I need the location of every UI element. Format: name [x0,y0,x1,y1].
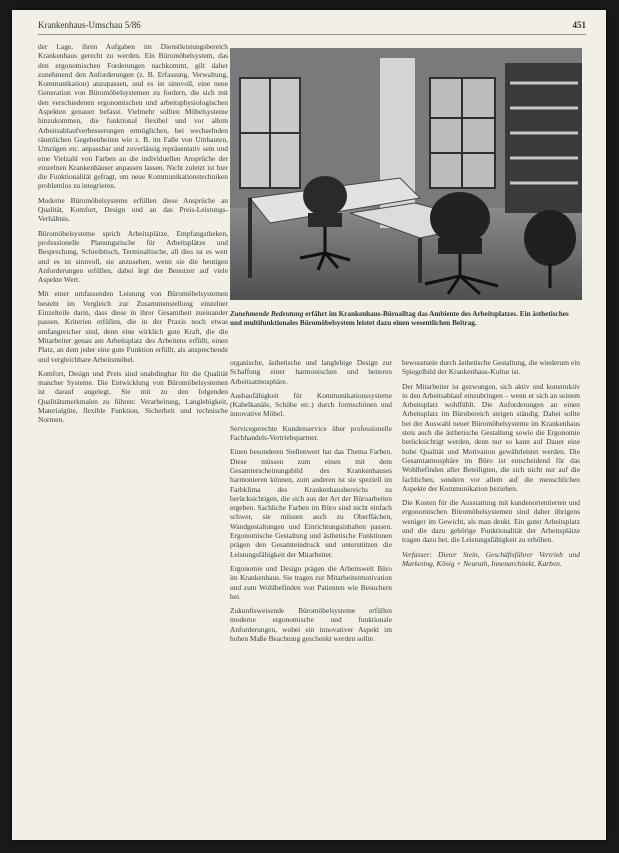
office-photo [230,48,582,300]
col3-paragraph-2: Der Mitarbeiter ist gezwungen, sich aktiv und konstruktiv in den Arbeitsablauf einzubringen – wenn er sich an seinem Arbeitsplatz wohlfühlt. Die Anforderungen an einen Arbeitsplatz im Bürobereich steigen ständig. Dabei sollte bei der Auswahl neuer Büromöbelsysteme im Krankenhaus stets auch die ästhetische Gestaltung sowie die Ergonomie berücksichtigt werden, denn nur so kann auf Dauer eine hohe Qualität und Motivation gewährleistet werden. Die Gesamtatmosphäre im Büro ist entscheidend für das Wohlbefinden aller Beteiligten, die sich nicht nur auf die fachlichen, sondern vor allem auf die menschlichen Aspekte der Kommunikation beziehen. [402,381,580,493]
col1-paragraph-2: Moderne Büromöbelsysteme erfüllen diese Ansprüche an Qualität, Komfort, Design und an das Preis-Leistungs-Verhältnis. [38,195,228,224]
running-head: Krankenhaus-Umschau 5/86 [38,20,141,30]
col2-paragraph-1: organische, ästhetische und langlebige Design zur Schaffung einer harmonischen und heiteren Arbeitsatmosphäre. [230,358,392,386]
photo-caption [230,310,582,328]
col3-paragraph-1: bewusstsein durch ästhetische Gestaltung, die wiederum ein Spiegelbild der Krankenhaus-Kultur ist. [402,358,580,377]
col2-paragraph-5: Ergonomie und Design prägen die Arbeitswelt Büro im Krankenhaus. Sie tragen zur Mitarbeitermotivation und zum Wohlbefinden von Patienten wie Besuchern bei. [230,563,392,601]
office-photo-illustration [230,48,582,300]
column-2 [230,358,392,828]
header-rule [38,34,586,35]
caption-text: erfährt im Krankenhaus-Büroalltag das Ambiente des Arbeitsplatzes. Ein ästhetisches und multifunktionales Büromöbelsystem leistet dazu einen wesentlichen Beitrag. [230,310,569,327]
col2-paragraph-2: Ausbaufähigkeit für Kommunikationssysteme (Kabelkanäle, Schübe etc.) durch formschönen und innovative Möbel. [230,390,392,419]
column-1 [38,42,228,822]
col2-paragraph-3: Servicegerechte Kundenservice über professionelle Fachhandels-Vertriebspartner. [230,423,392,443]
col1-paragraph-5: Komfort, Design und Preis sind unabdingbar für die Qualität mancher Systeme. Die Entwicklung von Büromöbelsystemen ist darauf angelegt, Sie mit zu den folgenden Qualitätsmerkmalen zu führen: Verarbeitung, Langlebigkeit, Materialgüte, flexible Funktion, Sicherheit und technische Normen. [38,368,228,425]
col2-paragraph-6: Zukunftsweisende Büromöbelsysteme erfüllen moderne ergonomische und funktionale Anforderungen, wobei ein innovativer Aspekt im hohen Maße Beachtung geschenkt werden sollte. [230,606,392,644]
col2-paragraph-4: Einen besonderen Stellenwert hat das Thema Farben. Diese müssen zum einen mit dem Gesamterscheinungsbild des Krankenhauses harmonieren können, zum anderen ist sie speziell im Farbklima des Krankenhausbereichs zu berücksichtigen, die sich aus der Art der Büroarbeiten ergeben. Sachliche Farben im Büro sind nicht einfach schwer, sie müssen auch zu Oberflächen, Wandgestaltungen und Einrichtungsinhalten passen. Ergonomische Gestaltung und ästhetische Funktionen prägen den Gesamteindruck und unterstützen die Leistungsfähigkeit der Mitarbeiter. [230,447,392,559]
page-header [38,20,586,34]
col3-paragraph-3: Die Kosten für die Ausstattung mit kundenorientierten und ergonomischen Büromöbelsystemen sind daher übrigens weniger im Gewicht, als man denkt. Ein guter Arbeitsplatz und die dazu gehörige Funktionalität der Arbeitsplätze tragen dazu bei, die Leistungsfähigkeit zu erhöhen. [402,498,580,545]
caption-lead: Zunehmende Bedeutung [230,310,304,318]
column-3 [402,358,580,828]
col1-paragraph-4: Mit einer umfassenden Leistung von Büromöbelsystemen besteht im Vergleich zur Zusammenstellung einzelner Einzelteile darin, dass diese in ihrer Gesamtheit zueinander passen. Kriterien erfüllen, die in der Praxis noch etwas umfangreicher sind, denn eine wirklich gute Kraft, die die Mitarbeiter genau am Arbeitsplatz des Arbeitens erfüllt, einen Platz, an dem jeder eine gute Funktion erfüllt, als ansprechende und vergleichbare Arbeitsmöbel. [38,289,228,364]
col1-paragraph-1: der Lage, ihren Aufgaben im Dienstleistungsbereich Krankenhaus gerecht zu werden. Ein Büromöbelsystem, das den ergonomischen Forderungen nachkommt, gilt daher zunehmend den Anforderungen (z. B. Erfassung, Verwaltung, Kommunikation) anzupassen, und es ist sinnvoll, eine neue Generation von Büromöbelsystemen zu fordern, die sich mit den verschiedenen ergonomischen und arbeitsphysiologischen Aspekten genauer befasst. Vielmehr sollten Möbelsysteme hinzukommen, die funktional flexibel und vor allem Arbeitsablaufverbesserungen ermöglichen, bei wechselnden räumlichen Gegebenheiten wie z. B. im Falle von Umbauten, Umzügen etc. anpassbar und zuverlässig repräsentativ sein und eine Vielzahl von Farben an die individuellen Ansprüche der einzelnen Krankenhäuser anpassen lassen. Nicht zuletzt ist hier die Funktionalität gefragt, um neue Kommunikationstechniken problemlos zu integrieren. [38,42,228,191]
author-signature: Verfasser: Dieter Stein, Geschäftsführer Vertrieb und Marketing, König + Neurath, Innenarchitekt, Karben. [402,549,580,568]
col1-paragraph-3: Büromöbelsysteme sprich Arbeitsplätze, Empfangstheken, professionelle Planungstische für Arbeitsplätze und Besprechung, Schreibtisch, Terminaltische, all dies ist es wert und es ist sinnvoll, sie anzusehen, wenn sie die heutigen Anforderungen erfüllen, dabei legt der Benutzer auf viele Aspekte Wert. [38,228,228,285]
page-number: 451 [572,20,586,30]
magazine-page [12,10,606,840]
